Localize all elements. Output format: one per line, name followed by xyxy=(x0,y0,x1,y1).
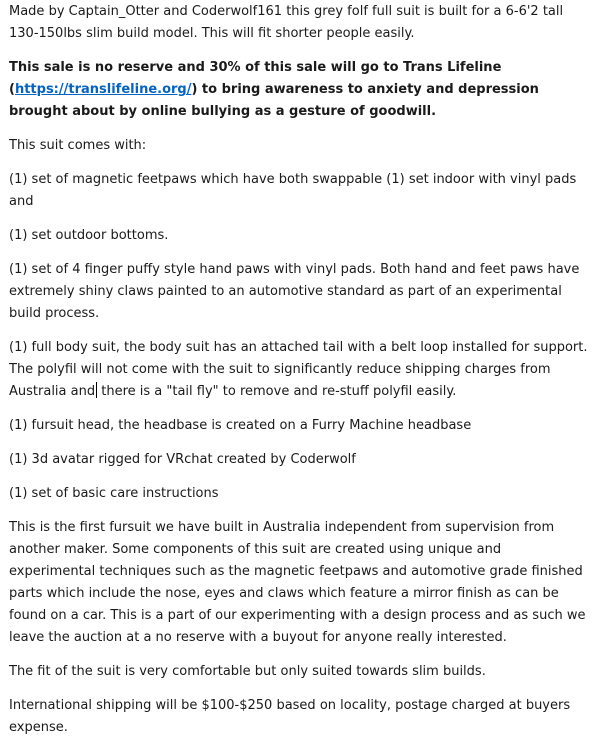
item-feetpaws: (1) set of magnetic feetpaws which have both swappable (1) set indoor with vinyl pads and xyxy=(9,172,577,209)
item-outdoor-bottoms: (1) set outdoor bottoms. xyxy=(9,228,169,243)
item-bodysuit-text: (1) full body suit, the body suit has an attached tail with a belt loop installed for support. The polyfil will not come with the suit to significantly reduce shipping charges from Australia and xyxy=(9,340,588,399)
charity-paragraph xyxy=(9,57,591,123)
item-bodysuit-text-cont: there is a "tail fly" to remove and re-stuff polyfil easily. xyxy=(101,384,457,399)
item-handpaws: (1) set of 4 finger puffy style hand paws with vinyl pads. Both hand and feet paws have extremely shiny claws painted to an automotive standard as part of an experimental build process. xyxy=(9,262,580,321)
trans-lifeline-link[interactable]: https://translifeline.org/ xyxy=(14,82,192,97)
fit-paragraph: The fit of the suit is very comfortable but only suited towards slim builds. xyxy=(9,664,486,679)
charity-text-after: ) to bring awareness to anxiety and depression brought about by online bullying as a gesture of goodwill. xyxy=(9,82,539,119)
comes-with-paragraph: This suit comes with: xyxy=(9,138,147,153)
charity-text-before: This sale is no reserve and 30% of this sale will go to Trans Lifeline ( xyxy=(9,60,502,97)
shipping-paragraph: International shipping will be $100-$250 based on locality, postage charged at buyers expense. xyxy=(9,698,571,735)
item-fursuit-head: (1) fursuit head, the headbase is created on a Furry Machine headbase xyxy=(9,418,472,433)
item-care-instructions: (1) set of basic care instructions xyxy=(9,486,219,501)
item-vrchat-avatar: (1) 3d avatar rigged for VRchat created by Coderwolf xyxy=(9,452,356,467)
first-fursuit-paragraph: This is the first fursuit we have built in Australia independent from supervision from another maker. Some components of this suit are created using unique and experimental techniques such as the magnetic feetpaws and automotive grade finished parts which include the nose, eyes and claws which feature a mirror finish as can be found on a car. This is a part of our experimenting with a design process and as such we leave the auction at a no reserve with a buyout for anyone really interested. xyxy=(9,520,586,645)
intro-paragraph: Made by Captain_Otter and Coderwolf161 this grey folf full suit is built for a 6-6'2 tall 130-150lbs slim build model. This will fit shorter people easily. xyxy=(9,4,564,41)
text-cursor xyxy=(96,382,97,398)
item-bodysuit xyxy=(9,337,591,403)
